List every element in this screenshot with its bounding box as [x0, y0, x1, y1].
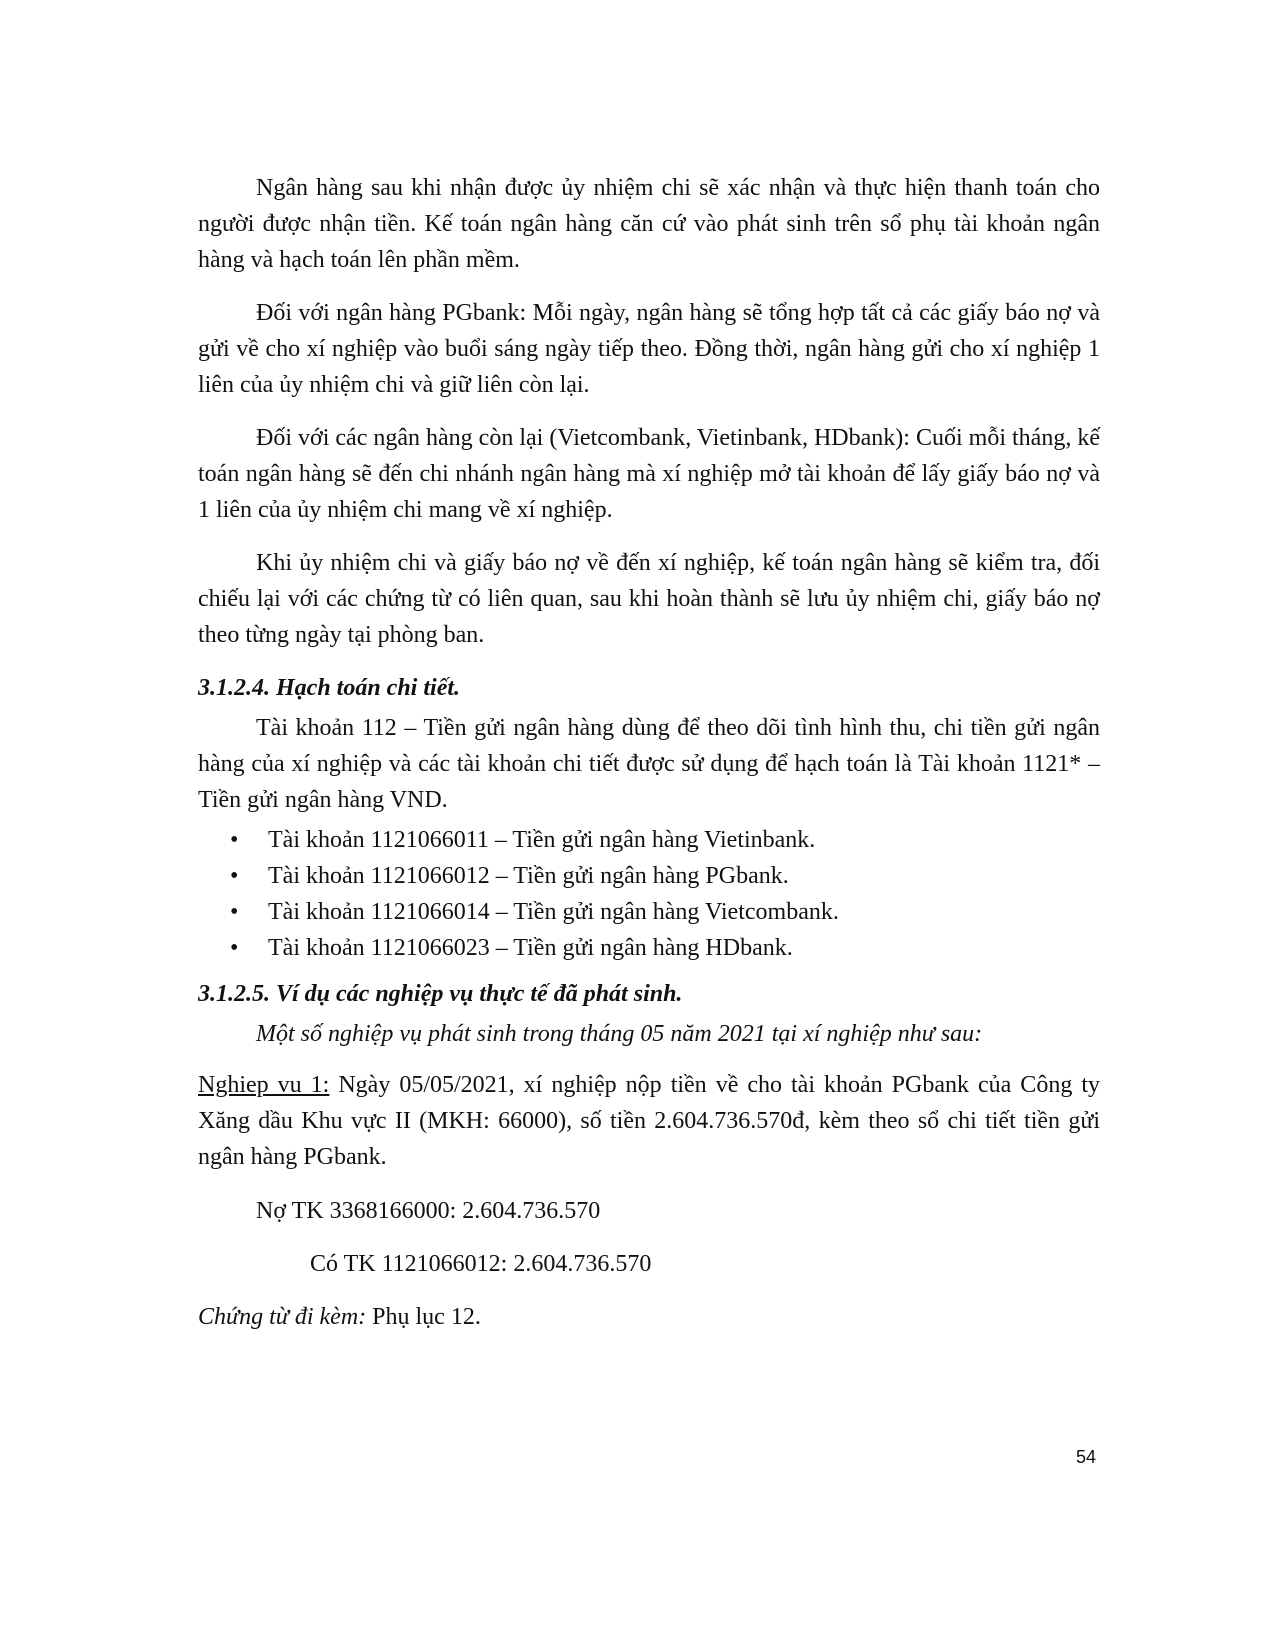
bullet-icon: •	[230, 827, 239, 853]
bullet-icon: •	[230, 935, 239, 961]
debit-entry: Nợ TK 3368166000: 2.604.736.570	[256, 1198, 601, 1224]
transaction-paragraph	[198, 1067, 1100, 1175]
paragraph-account-112: Tài khoản 112 – Tiền gửi ngân hàng dùng để theo dõi tình hình thu, chi tiền gửi ngân hàng của xí nghiệp và các tài khoản chi tiết được sử dụng để hạch toán là Tài khoản 1121* – Tiền gửi ngân hàng VND.	[198, 715, 1100, 813]
attachment-line	[198, 1299, 1100, 1335]
examples-subtitle: Một số nghiệp vụ phát sinh trong tháng 05 năm 2021 tại xí nghiệp như sau:	[256, 1021, 983, 1047]
transaction-label: Nghiep vu 1:	[198, 1072, 330, 1098]
list-item-text: Tài khoản 1121066023 – Tiền gửi ngân hàng HDbank.	[268, 935, 793, 961]
bullet-icon: •	[230, 863, 239, 889]
list-item	[230, 858, 1100, 894]
credit-entry: Có TK 1121066012: 2.604.736.570	[310, 1251, 652, 1277]
list-item	[230, 930, 1100, 966]
paragraph-pgbank: Đối với ngân hàng PGbank: Mỗi ngày, ngân hàng sẽ tổng hợp tất cả các giấy báo nợ và gửi về cho xí nghiệp vào buổi sáng ngày tiếp theo. Đồng thời, ngân hàng gửi cho xí nghiệp 1 liên của ủy nhiệm chi và giữ liên còn lại.	[198, 300, 1100, 398]
attachment-label: Chứng từ đi kèm:	[198, 1304, 367, 1330]
paragraph-reconciliation: Khi ủy nhiệm chi và giấy báo nợ về đến xí nghiệp, kế toán ngân hàng sẽ kiểm tra, đối chiếu lại với các chứng từ có liên quan, sau khi hoàn thành sẽ lưu ủy nhiệm chi, giấy báo nợ theo từng ngày tại phòng ban.	[198, 550, 1100, 648]
list-item	[230, 822, 1100, 858]
paragraph-other-banks: Đối với các ngân hàng còn lại (Vietcombank, Vietinbank, HDbank): Cuối mỗi tháng, kế toán ngân hàng sẽ đến chi nhánh ngân hàng mà xí nghiệp mở tài khoản để lấy giấy báo nợ và 1 liên của ủy nhiệm chi mang về xí nghiệp.	[198, 425, 1100, 523]
list-item-text: Tài khoản 1121066011 – Tiền gửi ngân hàng Vietinbank.	[268, 827, 816, 853]
list-item-text: Tài khoản 1121066014 – Tiền gửi ngân hàng Vietcombank.	[268, 899, 839, 925]
bullet-icon: •	[230, 899, 239, 925]
list-item	[230, 894, 1100, 930]
attachment-value: Phụ lục 12.	[366, 1304, 481, 1330]
transaction-text: Ngày 05/05/2021, xí nghiệp nộp tiền về cho tài khoản PGbank của Công ty Xăng dầu Khu vực II (MKH: 66000), số tiền 2.604.736.570đ, kèm theo sổ chi tiết tiền gửi ngân hàng PGbank.	[198, 1072, 1100, 1170]
document-page	[198, 170, 1100, 1335]
paragraph-payment-confirmation: Ngân hàng sau khi nhận được ủy nhiệm chi sẽ xác nhận và thực hiện thanh toán cho người được nhận tiền. Kế toán ngân hàng căn cứ vào phát sinh trên sổ phụ tài khoản ngân hàng và hạch toán lên phần mềm.	[198, 175, 1100, 273]
section-heading-examples: 3.1.2.5. Ví dụ các nghiệp vụ thực tế đã phát sinh.	[198, 981, 683, 1007]
list-item-text: Tài khoản 1121066012 – Tiền gửi ngân hàng PGbank.	[268, 863, 789, 889]
section-heading-detailed-accounting: 3.1.2.4. Hạch toán chi tiết.	[198, 675, 461, 701]
account-list	[198, 822, 1100, 966]
page-number: 54	[1076, 1447, 1097, 1467]
